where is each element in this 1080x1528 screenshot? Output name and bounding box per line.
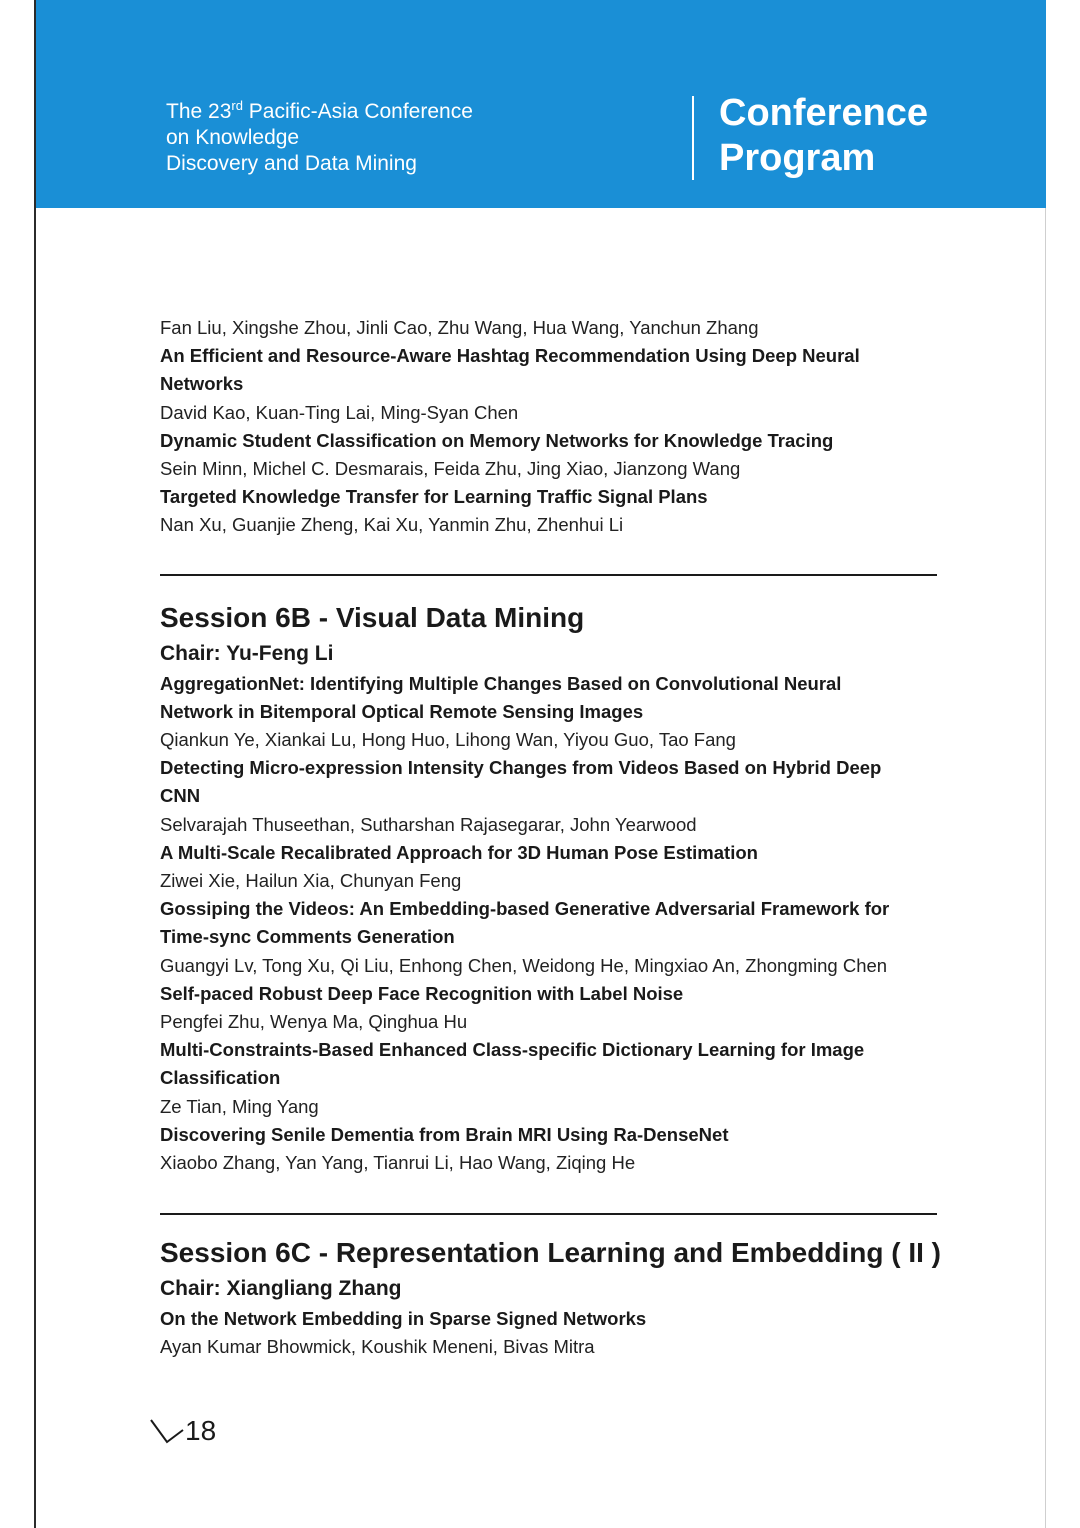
page-content [160,314,960,1362]
paper-title: Classification [160,1067,281,1089]
header-divider [692,96,694,180]
paper-authors: Ziwei Xie, Hailun Xia, Chunyan Feng [160,870,462,892]
program-title [719,91,928,181]
session-6a-continued [160,314,960,540]
paper-title: Networks [160,373,244,395]
paper-authors: Ze Tian, Ming Yang [160,1095,319,1117]
session-6c [160,1233,960,1361]
program-title-line-2: Program [719,137,876,179]
paper-title: Discovering Senile Dementia from Brain MRI Using Ra-DenseNet [160,1123,729,1145]
paper-authors: Ayan Kumar Bhowmick, Koushik Meneni, Bivas Mitra [160,1336,595,1358]
page-number: 18 [185,1415,217,1446]
page-border-right [1045,0,1046,1528]
conference-name-line-1: The 23rd Pacific-Asia Conference [166,98,473,123]
paper-authors: Nan Xu, Guanjie Zheng, Kai Xu, Yanmin Zhu, Zhenhui Li [160,514,624,536]
paper-title: AggregationNet: Identifying Multiple Changes Based on Convolutional Neural [160,672,842,694]
paper-title: A Multi-Scale Recalibrated Approach for 3D Human Pose Estimation [160,841,758,863]
paper-title: Multi-Constraints-Based Enhanced Class-specific Dictionary Learning for Image [160,1039,865,1061]
header-banner [36,0,1046,208]
paper-title: Network in Bitemporal Optical Remote Sensing Images [160,700,644,722]
session-title: Session 6B - Visual Data Mining [160,601,585,633]
paper-title: An Efficient and Resource-Aware Hashtag Recommendation Using Deep Neural [160,345,860,367]
paper-title: Time-sync Comments Generation [160,926,455,948]
session-title: Session 6C - Representation Learning and Embedding ( II ) [160,1237,941,1269]
session-chair: Chair: Yu-Feng Li [160,641,334,665]
paper-authors: Guangyi Lv, Tong Xu, Qi Liu, Enhong Chen, Weidong He, Mingxiao An, Zhongming Chen [160,954,888,976]
section-divider [160,574,937,576]
section-divider [160,1213,937,1215]
paper-authors: Sein Minn, Michel C. Desmarais, Feida Zhu, Jing Xiao, Jianzong Wang [160,458,741,480]
conference-name-line-3: Discovery and Data Mining [166,152,417,175]
paper-authors: Selvarajah Thuseethan, Sutharshan Rajasegarar, John Yearwood [160,813,697,835]
session-chair: Chair: Xiangliang Zhang [160,1277,402,1301]
paper-title: Detecting Micro-expression Intensity Changes from Videos Based on Hybrid Deep [160,757,882,779]
paper-authors: David Kao, Kuan-Ting Lai, Ming-Syan Chen [160,401,519,423]
paper-title: Self-paced Robust Deep Face Recognition with Label Noise [160,982,684,1004]
paper-authors: Qiankun Ye, Xiankai Lu, Hong Huo, Lihong Wan, Yiyou Guo, Tao Fang [160,729,736,751]
chevron-down-icon [150,1416,184,1446]
paper-title: On the Network Embedding in Sparse Signed Networks [160,1308,647,1330]
program-title-line-1: Conference [719,92,929,134]
session-6b [160,598,960,1178]
page-border-left [34,0,36,1528]
paper-title: Dynamic Student Classification on Memory Networks for Knowledge Tracing [160,429,834,451]
paper-authors: Xiaobo Zhang, Yan Yang, Tianrui Li, Hao Wang, Ziqing He [160,1152,636,1174]
conference-name-line-2: on Knowledge [166,126,300,149]
paper-authors: Fan Liu, Xingshe Zhou, Jinli Cao, Zhu Wang, Hua Wang, Yanchun Zhang [160,317,759,338]
conference-name [166,99,473,177]
paper-title: CNN [160,785,201,807]
paper-authors: Pengfei Zhu, Wenya Ma, Qinghua Hu [160,1011,468,1033]
paper-title: Targeted Knowledge Transfer for Learning Traffic Signal Plans [160,486,708,508]
paper-title: Gossiping the Videos: An Embedding-based Generative Adversarial Framework for [160,898,890,920]
